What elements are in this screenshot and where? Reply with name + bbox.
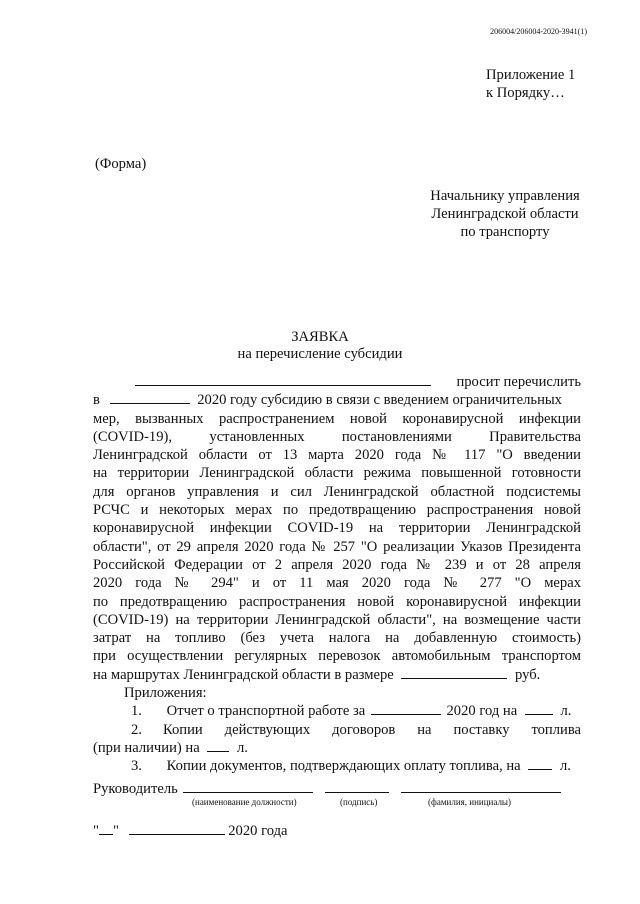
attachment-item-2-cont: (при наличии) на л. <box>93 739 248 756</box>
attachment-item-1: 1. Отчет о транспортной работе за 2020 год на л. <box>131 703 572 720</box>
caption-position: (наименование должности) <box>192 797 297 807</box>
document-title: ЗАЯВКА <box>291 329 349 345</box>
para-line-1: просит перечислить <box>93 373 581 391</box>
para-line-2: в 2020 году субсидию в связи с введением ограничительных <box>93 392 562 409</box>
para-line-17: на маршрутах Ленинградской области в размере руб. <box>93 666 541 683</box>
para-line-11: Российской Федерации от 2 апреля 2020 года № 239 и от 28 апреля <box>93 556 581 573</box>
para-line-16: при осуществлении регулярных перевозок автомобильным транспортом <box>93 648 581 665</box>
para-line-10: области", от 29 апреля 2020 года № 257 "О реализации Указов Президента <box>93 538 581 555</box>
contracts-pages-field[interactable] <box>207 739 229 752</box>
para-line-7: для органов управления и сил Ленинградской областной подсистемы <box>93 483 581 500</box>
appendix-line-1: Приложение 1 <box>486 67 576 83</box>
attachment-item-2: 2. Копии действующих договоров на поставку топлива <box>131 721 581 738</box>
request-paragraph <box>93 373 581 776</box>
payment-docs-pages-field[interactable] <box>528 757 552 770</box>
addressee-block <box>380 187 630 241</box>
date-year: 2020 года <box>228 823 288 839</box>
para-line-14: (COVID-19) на территории Ленинградской области", на возмещение части <box>93 611 581 628</box>
addressee-line-2: Ленинградской области <box>431 206 579 222</box>
form-label: (Форма) <box>95 156 147 172</box>
para-line-3: мер, вызванных распространением новой коронавирусной инфекции <box>93 410 581 427</box>
para-line-13: по предотвращению распространения новой коронавирусной инфекции <box>93 593 581 610</box>
para-line-9: коронавирусной инфекции COVID-19 на территории Ленинградской <box>93 520 581 537</box>
appendix-line-2: к Порядку… <box>486 85 565 101</box>
caption-full-name: (фамилия, инициалы) <box>428 797 511 807</box>
report-pages-field[interactable] <box>525 702 553 715</box>
attachment-item-3: 3. Копии документов, подтверждающих оплату топлива, на л. <box>131 758 571 775</box>
document-number: 206004/206004-2020-3941(1) <box>490 27 587 36</box>
para-line-4: (COVID-19), установленных постановлениями Правительства <box>93 428 581 445</box>
addressee-line-1: Начальнику управления <box>430 188 580 204</box>
day-field[interactable] <box>99 822 113 835</box>
signature-field[interactable] <box>325 780 389 793</box>
signature-block <box>93 780 561 798</box>
date-month-field[interactable] <box>129 822 225 835</box>
para-line-15: затрат на топливо (без учета налога на добавленную стоимость) <box>93 630 581 647</box>
para-line-8: РСЧС и некоторых мерах по предотвращению распространения новой <box>93 502 581 519</box>
month-field[interactable] <box>110 391 190 404</box>
appendix-note <box>486 66 575 102</box>
report-period-field[interactable] <box>371 702 441 715</box>
attachments-label: Приложения: <box>124 685 207 702</box>
full-name-field[interactable] <box>401 780 561 793</box>
position-field[interactable] <box>183 780 313 793</box>
amount-field[interactable] <box>401 666 507 679</box>
document-subtitle: на перечисление субсидии <box>237 346 403 362</box>
caption-signature: (подпись) <box>340 797 378 807</box>
para-line-6: на территории Ленинградской области режима повышенной готовности <box>93 465 581 482</box>
applicant-name-field[interactable] <box>135 373 431 386</box>
para-line-12: 2020 года № 294" и от 11 мая 2020 года № 277 "О мерах <box>93 575 581 592</box>
date-line: " " 2020 года <box>93 823 288 839</box>
signature-label: Руководитель <box>93 781 178 797</box>
addressee-line-3: по транспорту <box>460 224 550 240</box>
para-line-5: Ленинградской области от 13 марта 2020 года № 117 "О введении <box>93 447 581 464</box>
